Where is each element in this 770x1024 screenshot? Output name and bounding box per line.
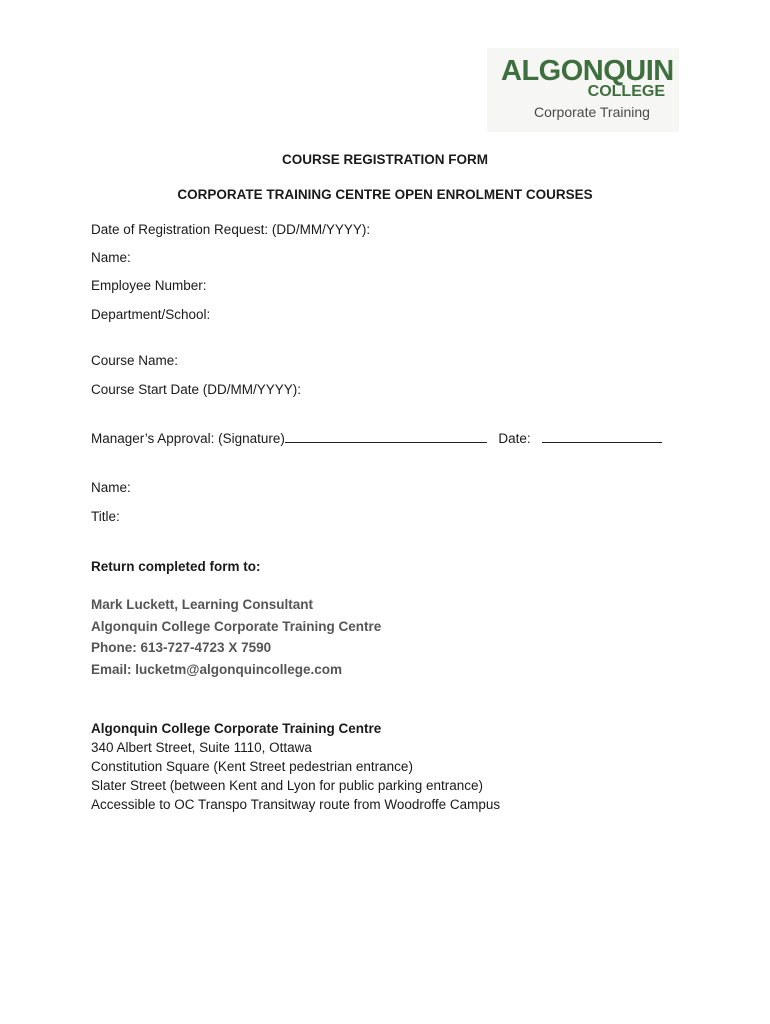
- date-line[interactable]: [542, 430, 662, 443]
- date-of-registration-label: Date of Registration Request: (DD/MM/YYYY):: [91, 222, 371, 237]
- return-heading: Return completed form to:: [91, 559, 261, 574]
- address-line-4: Accessible to OC Transpo Transitway route from Woodroffe Campus: [91, 797, 501, 812]
- contact-email[interactable]: Email: lucketm@algonquincollege.com: [91, 662, 342, 677]
- manager-title-label: Title:: [91, 509, 120, 524]
- manager-approval-label: Manager’s Approval: (Signature): [91, 431, 285, 446]
- name-label: Name:: [91, 250, 131, 265]
- contact-name: Mark Luckett, Learning Consultant: [91, 597, 314, 612]
- form-subtitle: CORPORATE TRAINING CENTRE OPEN ENROLMENT COURSES: [177, 187, 593, 202]
- course-start-date-label: Course Start Date (DD/MM/YYYY):: [91, 382, 302, 397]
- employee-number-label: Employee Number:: [91, 278, 207, 293]
- manager-name-label: Name:: [91, 480, 131, 495]
- form-title: COURSE REGISTRATION FORM: [281, 152, 488, 167]
- address-line-1: 340 Albert Street, Suite 1110, Ottawa: [91, 740, 312, 755]
- course-name-label: Course Name:: [91, 353, 179, 368]
- manager-approval-row: [91, 430, 662, 447]
- department-label: Department/School:: [91, 307, 211, 322]
- date-label: Date:: [498, 431, 531, 446]
- address-heading: Algonquin College Corporate Training Centre: [91, 721, 382, 736]
- algonquin-logo: [487, 48, 679, 132]
- contact-organization: Algonquin College Corporate Training Centre: [91, 619, 382, 634]
- signature-line[interactable]: [285, 430, 487, 443]
- logo-brand-text: ALGONQUIN: [501, 55, 674, 87]
- logo-college-text: COLLEGE: [587, 83, 665, 100]
- contact-phone: Phone: 613-727-4723 X 7590: [91, 640, 272, 655]
- logo-tagline: Corporate Training: [534, 104, 650, 120]
- address-line-2: Constitution Square (Kent Street pedestrian entrance): [91, 759, 413, 774]
- address-line-3: Slater Street (between Kent and Lyon for public parking entrance): [91, 778, 483, 793]
